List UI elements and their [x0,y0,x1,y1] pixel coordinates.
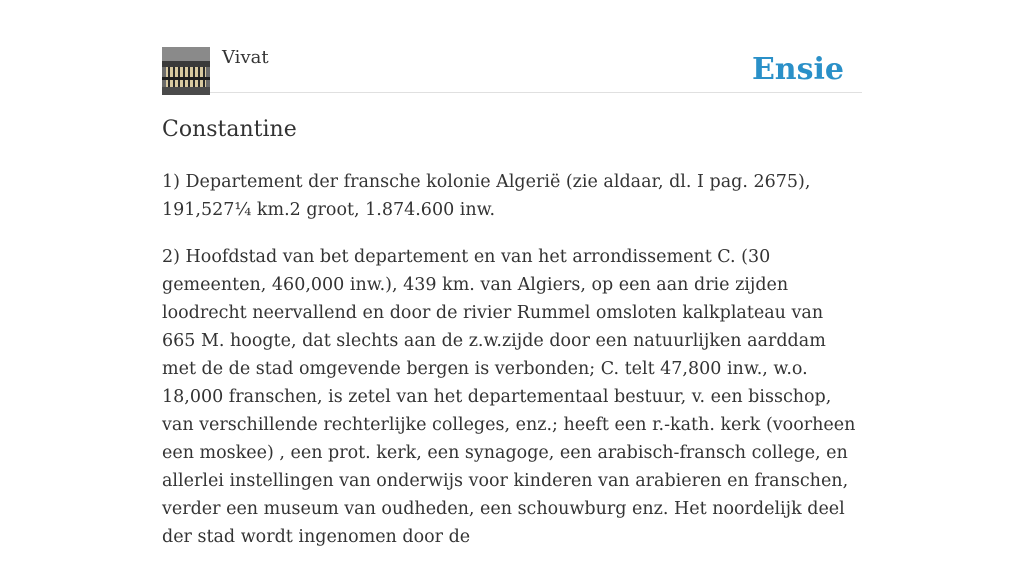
article-title: Constantine [162,117,297,142]
paragraph: 1) Departement der fransche kolonie Algerië (zie aldaar, dl. I pag. 2675), 191,527¼ km.2 groot, 1.874.600 inw. [162,172,811,220]
header [162,46,862,93]
author-name[interactable]: Vivat [222,47,269,68]
paragraph: 2) Hoofdstad van bet departement en van het arrondissement C. (30 gemeenten, 460,000 inw.), 439 km. van Algiers, op een aan drie zijden loodrecht neervallend en door de rivier Rummel omsloten kalkplateau van 665 M. hoogte, dat slechts aan de z.w.zijde door een natuurlijken aarddam met de de stad omgevende bergen is verbonden; C. telt 47,800 inw., w.o. 18,000 franschen, is zetel van het departementaal bestuur, v. een bisschop, van verschillende rechterlijke colleges, enz.; heeft een r.-kath. kerk (voorheen een moskee) , een prot. kerk, een synagoge, een arabisch-fransch college, en allerlei instellingen van onderwijs voor kinderen van arabieren en franschen, verder een museum van oudheden, een schouwburg enz. Het noordelijk deel der stad wordt ingenomen door de [162,247,856,547]
brand-logo[interactable]: Ensie [751,52,844,87]
avatar-image [162,47,210,95]
avatar[interactable] [162,47,210,95]
article-body [162,168,862,570]
